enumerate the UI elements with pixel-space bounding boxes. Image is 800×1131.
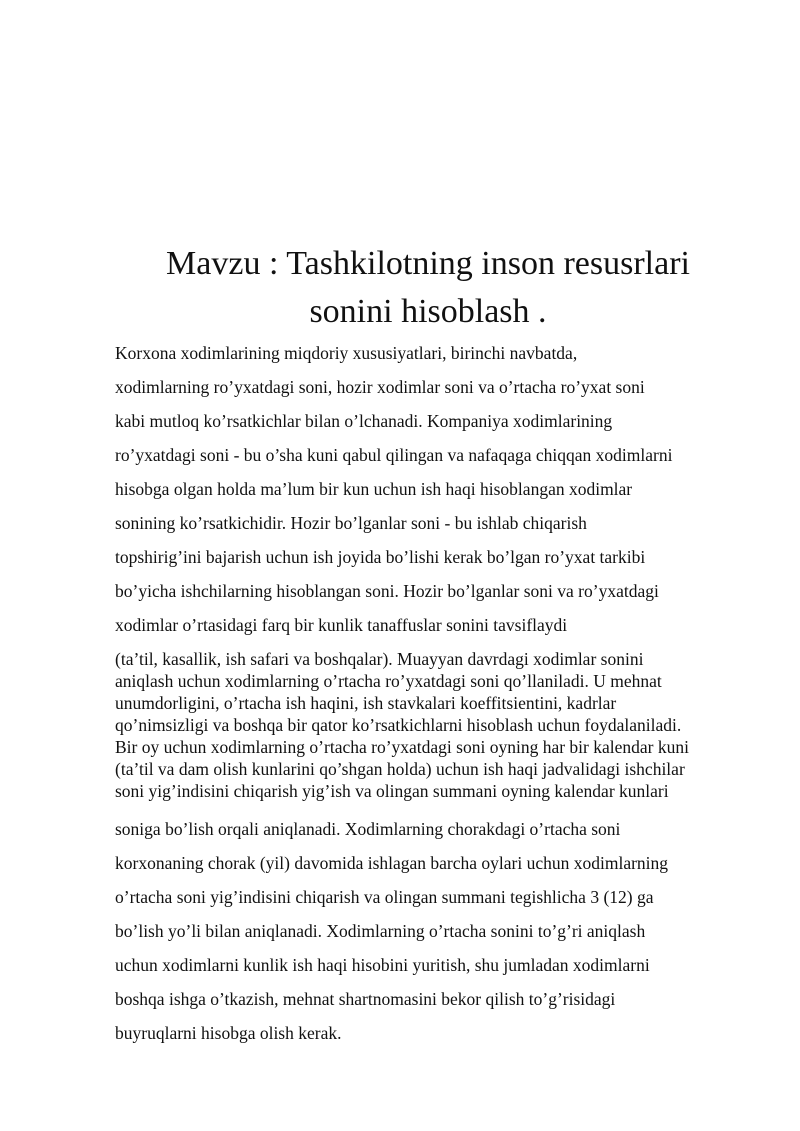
body-line: korxonaning chorak (yil) davomida ishlagan barcha oylari uchun xodimlarning xyxy=(115,853,669,873)
body-line: Korxona xodimlarining miqdoriy xususiyatlari, birinchi navbatda, xyxy=(115,343,578,363)
body-line: uchun xodimlarni kunlik ish haqi hisobini yuritish, shu jumladan xodimlarni xyxy=(115,955,650,975)
body-line: ro’yxatdagi soni - bu o’sha kuni qabul qilingan va nafaqaga chiqqan xodimlarni xyxy=(115,445,673,465)
body-line: (ta’til, kasallik, ish safari va boshqalar). Muayyan davrdagi xodimlar sonini xyxy=(115,649,644,669)
body-line: soni yig’indisini chiqarish yig’ish va olingan summani oyning kalendar kunlari xyxy=(115,781,669,801)
body-line: qo’nimsizligi va boshqa bir qator ko’rsatkichlarni hisoblash uchun foydalaniladi. xyxy=(115,715,682,735)
body-line: soniga bo’lish orqali aniqlanadi. Xodimlarning chorakdagi o’rtacha soni xyxy=(115,819,621,839)
document-title-line-1: Mavzu : Tashkilotning inson resusrlari xyxy=(166,245,690,282)
body-line: xodimlar o’rtasidagi farq bir kunlik tanaffuslar sonini tavsiflaydi xyxy=(115,615,568,635)
body-line: kabi mutloq ko’rsatkichlar bilan o’lchanadi. Kompaniya xodimlarining xyxy=(115,411,613,431)
document-title-line-2: sonini hisoblash . xyxy=(309,293,547,330)
body-line: boshqa ishga o’tkazish, mehnat shartnomasini bekor qilish to’g’risidagi xyxy=(115,989,616,1009)
body-line: unumdorligini, o’rtacha ish haqini, ish stavkalari koeffitsientini, kadrlar xyxy=(115,693,617,713)
body-line: (ta’til va dam olish kunlarini qo’shgan holda) uchun ish haqi jadvalidagi ishchilar xyxy=(115,759,685,779)
body-line: topshirig’ini bajarish uchun ish joyida bo’lishi kerak bo’lgan ro’yxat tarkibi xyxy=(115,547,646,567)
body-line: aniqlash uchun xodimlarning o’rtacha ro’yxatdagi soni qo’llaniladi. U mehnat xyxy=(115,671,662,691)
body-line: xodimlarning ro’yxatdagi soni, hozir xodimlar soni va o’rtacha ro’yxat soni xyxy=(115,377,645,397)
body-line: bo’lish yo’li bilan aniqlanadi. Xodimlarning o’rtacha sonini to’g’ri aniqlash xyxy=(115,921,646,941)
body-line: sonining ko’rsatkichidir. Hozir bo’lganlar soni - bu ishlab chiqarish xyxy=(115,513,587,533)
body-line: hisobga olgan holda ma’lum bir kun uchun ish haqi hisoblangan xodimlar xyxy=(115,479,633,499)
body-line: o’rtacha soni yig’indisini chiqarish va olingan summani tegishlicha 3 (12) ga xyxy=(115,887,654,907)
body-line: bo’yicha ishchilarning hisoblangan soni. Hozir bo’lganlar soni va ro’yxatdagi xyxy=(115,581,659,601)
body-line: buyruqlarni hisobga olish kerak. xyxy=(115,1023,342,1043)
body-line: Bir oy uchun xodimlarning o’rtacha ro’yxatdagi soni oyning har bir kalendar kuni xyxy=(115,737,689,757)
